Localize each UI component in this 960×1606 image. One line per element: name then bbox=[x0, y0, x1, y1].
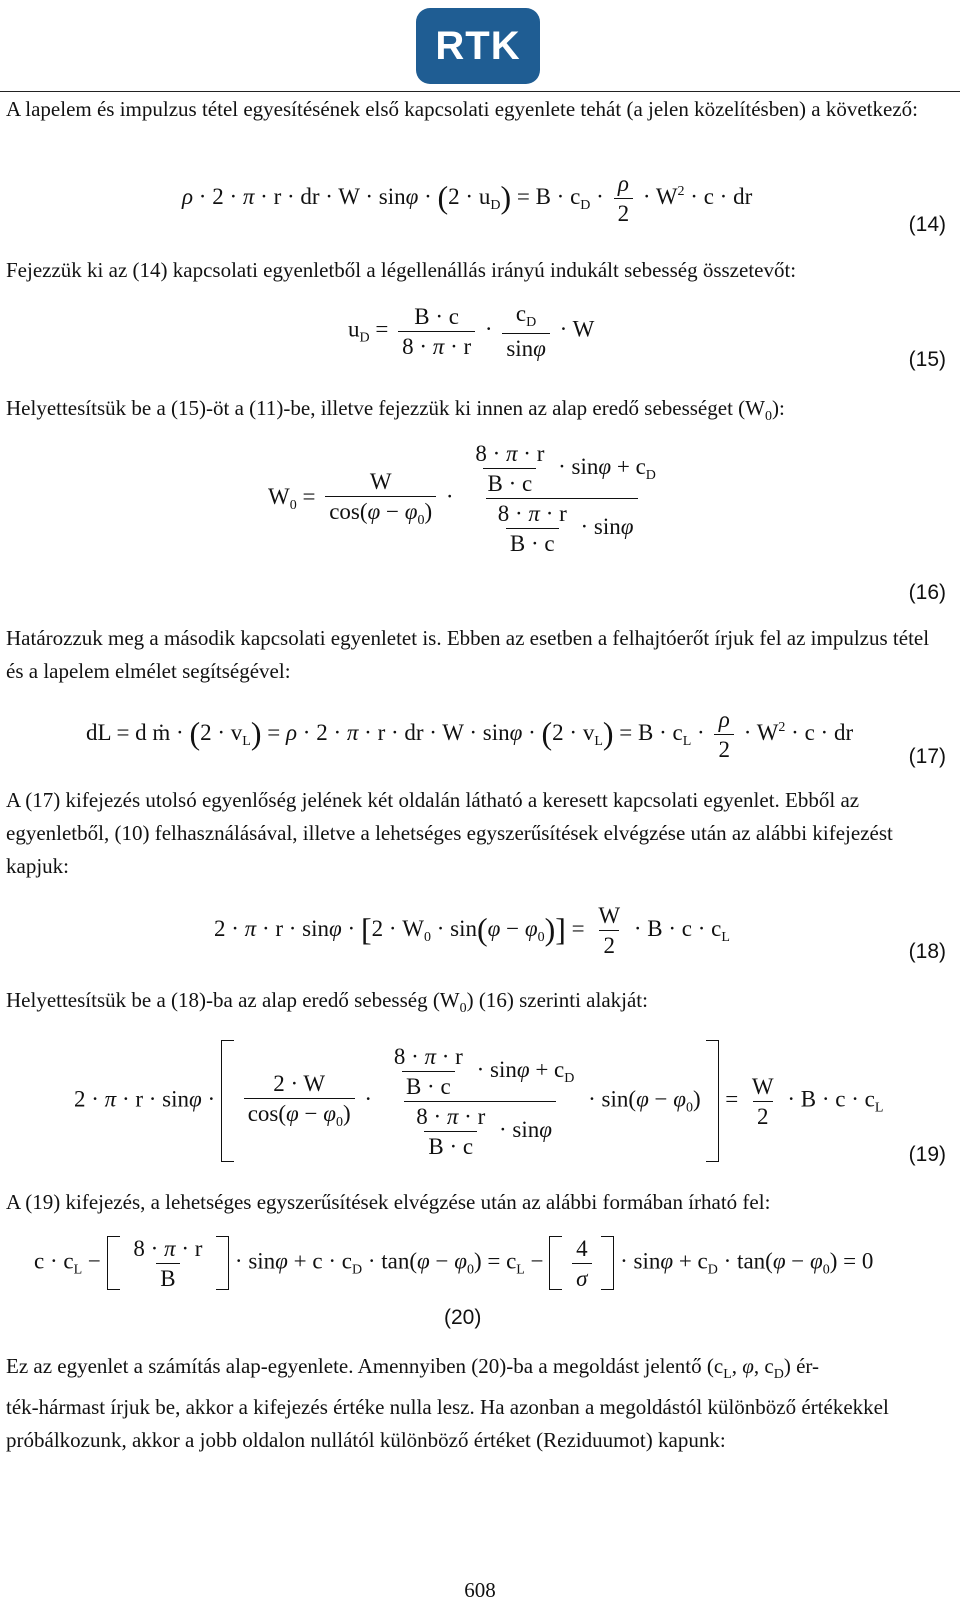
eqnum-20: (20) bbox=[444, 1306, 482, 1329]
logo-text: RTK bbox=[435, 23, 521, 68]
equation-17: dL = d ṁ · $(2 \cdot v_L) = \rho \cdot 2 \cdot \pi \cdot r$ · dr · $W \cdot \sin\varphi \cdot (2 \cdot v_L) = B \cdot c_L$ · $\frac{\rho}{2}$ · $W^2 \cdot c$ · dr bbox=[86, 707, 854, 762]
paragraph-6: Helyettesítsük be a (18)-ba az alap eredő sebesség $(W_0)$ (16) szerinti alakját: bbox=[6, 988, 648, 1016]
right-bracket bbox=[706, 1040, 719, 1162]
equation-16: $W_0$ = $\frac{W}{\cos(\varphi - \varphi_0)}$ · $\frac{8 \cdot \pi \cdot r}{B \cdot c}$ · $\sin\varphi + c_D$ $\frac{8 \cdot \pi \cdot r}{B \cdot c}$ · sinφ bbox=[268, 441, 656, 556]
eqnum-19: (19) bbox=[908, 1143, 946, 1166]
paragraph-6-end: ) (16) szerinti alakját: bbox=[466, 988, 648, 1012]
equation-14: ρ · 2 · π · r · dr · $W \cdot \sin\varphi \cdot (2 \cdot u_D) = B \cdot c_D$ · $\frac{\rho}{2}$ · $W^2 \cdot c$ · dr bbox=[182, 171, 753, 226]
paragraph-3: Helyettesítsük be a (15)-öt a (11)-be, illetve fejezzük ki innen az alap eredő sebességet $(W_0)$: bbox=[6, 396, 785, 424]
page-number: 608 bbox=[464, 1578, 496, 1602]
header-rule bbox=[0, 91, 960, 92]
paragraph-8: Ez az egyenlet a számítás alap-egyenlete. Amennyiben (20)-ba a megoldást jelentő ($c_L$, φ, $c_D$) ér- ték-hármast írjuk be, akkor a kifejezés értéke nulla lesz. Ha azonban a megoldástól különböző értékekkel próbálkozunk, akkor a jobb oldalon nullától különböző értéket (Reziduumot) kapunk: bbox=[6, 1354, 889, 1452]
equation-19: 2 · π · r · sinφ · $\frac{2 \cdot W}{\cos(\varphi - \varphi_0)}$ · $\frac{8 \cdot \pi \cdot r}{B \cdot c}$ · $\sin\varphi + c_D$ $\frac{8 \cdot \pi \cdot r}{B \cdot c}$ · sinφ · $\sin(\varphi - \varphi_0)$ = $\frac{W}{2}$ · $B \cdot c \cdot c_L$ bbox=[74, 1040, 883, 1162]
eqnum-15: (15) bbox=[908, 348, 946, 371]
paragraph-7: A (19) kifejezés, a lehetséges egyszerűsítések elvégzése után az alábbi formában írható fel: bbox=[6, 1190, 771, 1214]
rtk-logo bbox=[416, 8, 540, 84]
paragraph-1: A lapelem és impulzus tétel egyesítésének első kapcsolati egyenlete tehát (a jelen közelítésben) a következő: bbox=[6, 97, 918, 121]
left-bracket bbox=[221, 1040, 234, 1162]
eqnum-16: (16) bbox=[908, 581, 946, 604]
paragraph-6-text: Helyettesítsük be a (18)-ba az alap eredő sebesség (W bbox=[6, 988, 460, 1012]
equation-15: $u_D$ = $\frac{B \cdot c}{8 \cdot \pi \cdot r}$ · $\frac{c_D}{\sin\varphi}$ · W bbox=[348, 301, 595, 361]
eqnum-18: (18) bbox=[908, 940, 946, 963]
equation-20: $c \cdot c_L$ − $\frac{8 \cdot \pi \cdot r}{B}$ · $\sin\varphi + c \cdot c_D \cdot \tan(\varphi - \varphi_0) = c_L$ − $\frac{4}{\sigma}$ · $\sin\varphi + c_D \cdot \tan(\varphi - \varphi_0) = 0$ bbox=[34, 1235, 874, 1291]
equation-18: $2 \cdot \pi \cdot r \cdot \sin\varphi \cdot [2 \cdot W_0 \cdot \sin(\varphi - \varphi_0)]$ = $\frac{W}{2}$ · $B \cdot c \cdot c_L$ bbox=[214, 903, 730, 958]
paragraph-8-text: Ez az egyenlet a számítás alap-egyenlete. Amennyiben (20)-ba a megoldást jelentő (c bbox=[6, 1354, 724, 1378]
eqnum-14: (14) bbox=[908, 213, 946, 236]
eqnum-17: (17) bbox=[908, 745, 946, 768]
paragraph-3-end: ): bbox=[771, 396, 785, 420]
paragraph-3-text: Helyettesítsük be a (15)-öt a (11)-be, illetve fejezzük ki innen az alap eredő sebességet (W bbox=[6, 396, 765, 420]
paragraph-4: Határozzuk meg a második kapcsolati egyenletet is. Ebben az esetben a felhajtóerőt írjuk fel az impulzus tétel és a lapelem elmélet segítségével: bbox=[6, 626, 930, 683]
paragraph-8-cont: ték-hármast írjuk be, akkor a kifejezés értéke nulla lesz. Ha azonban a megoldástól különböző értékekkel próbálkozunk, akkor a jobb oldalon nullától különböző értéket (Reziduumot) kapunk: bbox=[6, 1395, 889, 1452]
paragraph-2: Fejezzük ki az (14) kapcsolati egyenletből a légellenállás irányú indukált sebesség összetevőt: bbox=[6, 258, 797, 282]
paragraph-5: A (17) kifejezés utolsó egyenlőség jelének két oldalán látható a keresett kapcsolati egyenlet. Ebből az egyenletből, (10) felhasználásával, illetve a lehetséges egyszerűsítések elvégzése után az alábbi kifejezést kapjuk: bbox=[6, 788, 893, 878]
paragraph-8-end: ) ér- bbox=[783, 1354, 819, 1378]
